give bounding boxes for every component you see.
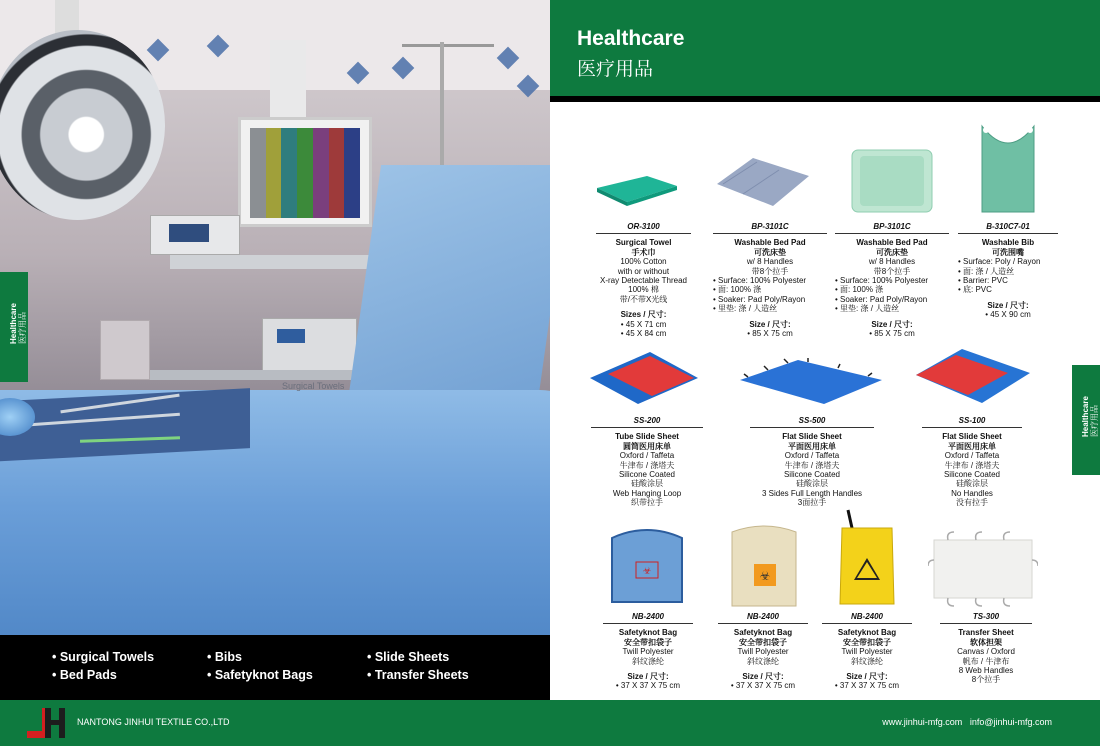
product-name: Flat Slide Sheet	[782, 432, 842, 442]
product-spec: 带/不带X光线	[619, 294, 668, 304]
product-code: SS-500	[750, 416, 874, 428]
product-spec: Silicone Coated	[618, 470, 676, 480]
product-spec: Twill Polyester	[737, 647, 789, 657]
size-label: Sizes / 尺寸:	[620, 310, 667, 320]
product-card	[603, 612, 693, 691]
size-value: • 37 X 37 X 75 cm	[834, 681, 900, 691]
product-card	[922, 416, 1022, 508]
size-label: Size / 尺寸:	[742, 672, 784, 682]
product-spec: 帆布 / 牛津布	[962, 656, 1010, 666]
product-spec: • 面: 100% 涤	[713, 285, 762, 295]
product-card	[718, 612, 808, 691]
side-tab-label-en: Healthcare	[9, 303, 18, 344]
product-name-cn: 可洗围嘴	[992, 247, 1024, 257]
bed-pad-image	[713, 150, 813, 212]
product-name: Safetyknot Bag	[618, 628, 678, 638]
page-subtitle: 医疗用品	[577, 58, 654, 80]
transfer-sheet-image	[928, 530, 1038, 608]
product-name-cn: 圆筒医用床单	[623, 441, 671, 451]
product-spec: 牛津布 / 涤塔夫	[944, 460, 1000, 470]
product-name-cn: 手术巾	[631, 247, 656, 257]
product-spec: 硅酸涂层	[631, 479, 663, 489]
product-name-cn: 安全带扣袋子	[843, 637, 891, 647]
product-name: Tube Slide Sheet	[615, 432, 679, 442]
product-name: Washable Bed Pad	[734, 238, 806, 248]
size-value: • 45 X 90 cm	[985, 310, 1031, 320]
product-spec: • Surface: Poly / Rayon	[958, 257, 1041, 267]
product-card	[591, 416, 703, 508]
product-spec: • 面: 100% 涤	[835, 285, 884, 295]
product-name: Safetyknot Bag	[733, 628, 793, 638]
product-spec: Twill Polyester	[622, 647, 674, 657]
product-card	[940, 612, 1032, 685]
safetyknot-bag-blue-image	[602, 518, 692, 608]
product-code: NB-2400	[718, 612, 808, 624]
product-spec: X-ray Detectable Thread	[599, 276, 687, 286]
side-tab-label-cn: 医疗用品	[18, 312, 27, 344]
size-value: • 85 X 75 cm	[747, 329, 793, 339]
product-spec: Twill Polyester	[841, 647, 893, 657]
flat-slide-sheet-image	[738, 356, 884, 408]
product-spec: with or without	[617, 266, 670, 276]
product-code: BP-3101C	[713, 222, 827, 234]
company-logo	[27, 708, 67, 738]
product-spec: 织带拉手	[631, 498, 663, 508]
product-spec: 没有拉手	[956, 498, 988, 508]
email-link[interactable]: info@jinhui-mfg.com	[969, 717, 1052, 727]
product-code: B-310C7-01	[958, 222, 1058, 234]
product-spec: Web Hanging Loop	[612, 488, 682, 498]
product-card	[596, 222, 691, 338]
product-spec: • Barrier: PVC	[958, 276, 1008, 286]
contact-info	[882, 717, 1052, 727]
category-item: • Safetyknot Bags	[207, 668, 313, 682]
product-spec: 3面拉手	[797, 498, 827, 508]
product-spec: 斜纹涤纶	[851, 656, 883, 666]
product-code: OR-3100	[596, 222, 691, 234]
category-item: • Slide Sheets	[367, 650, 450, 664]
product-spec: Oxford / Taffeta	[944, 451, 1000, 461]
medical-monitor	[238, 117, 372, 227]
product-spec: 牛津布 / 涤塔夫	[784, 460, 840, 470]
category-item: • Surgical Towels	[52, 650, 155, 664]
category-item: • Bibs	[207, 650, 242, 664]
flat-slide-sheet-red-image	[912, 345, 1032, 407]
side-tab-label-en: Healthcare	[1081, 396, 1090, 437]
product-card	[822, 612, 912, 691]
size-label: Size / 尺寸:	[846, 672, 888, 682]
side-tab-label-cn: 医疗用品	[1090, 405, 1099, 437]
product-spec: 斜纹涤纶	[747, 656, 779, 666]
tube-slide-sheet-image	[588, 348, 700, 410]
product-spec: w/ 8 Handles	[746, 257, 794, 267]
svg-text:☣: ☣	[759, 569, 771, 583]
safetyknot-bag-tan-image	[724, 518, 804, 612]
side-tab-left	[0, 272, 28, 382]
product-card	[835, 222, 949, 338]
product-card	[958, 222, 1058, 320]
product-spec: • 面: 涤 / 人造丝	[958, 266, 1015, 276]
size-value: • 45 X 84 cm	[620, 329, 667, 339]
product-name-cn: 平面医用床单	[948, 441, 996, 451]
product-spec: 硅酸涂层	[956, 479, 988, 489]
website-link[interactable]: www.jinhui-mfg.com	[882, 717, 963, 727]
product-code: NB-2400	[603, 612, 693, 624]
product-spec: • 里垫: 涤 / 人造丝	[835, 304, 900, 314]
product-name: Washable Bed Pad	[856, 238, 928, 248]
product-spec: 100% 棉	[628, 285, 659, 295]
product-spec: • Surface: 100% Polyester	[835, 276, 929, 286]
product-name-cn: 平面医用床单	[788, 441, 836, 451]
bib-image	[976, 120, 1040, 220]
product-spec: Canvas / Oxford	[957, 647, 1015, 657]
product-spec: No Handles	[951, 488, 993, 498]
size-label: Size / 尺寸:	[987, 300, 1029, 310]
product-spec: 硅酸涂层	[796, 479, 828, 489]
product-spec: 斜纹涤纶	[632, 656, 664, 666]
page-header	[550, 0, 1100, 96]
product-name-cn: 可洗床垫	[876, 247, 908, 257]
product-name: Washable Bib	[981, 238, 1035, 248]
product-spec: 8个拉手	[971, 675, 1001, 685]
category-list	[0, 635, 550, 700]
product-spec: • 里垫: 涤 / 人造丝	[713, 304, 778, 314]
product-spec: 3 Sides Full Length Handles	[761, 488, 863, 498]
iv-pole	[440, 42, 444, 182]
product-spec: • Surface: 100% Polyester	[713, 276, 807, 286]
product-spec: Silicone Coated	[943, 470, 1001, 480]
product-spec: 带8个拉手	[751, 266, 789, 276]
product-spec: • Soaker: Pad Poly/Rayon	[835, 294, 928, 304]
product-code: NB-2400	[822, 612, 912, 624]
product-card	[750, 416, 874, 508]
bed-pad-green-image	[848, 146, 938, 218]
product-spec: 8 Web Handles	[958, 666, 1014, 676]
product-name: Safetyknot Bag	[837, 628, 897, 638]
product-card	[713, 222, 827, 338]
product-name-cn: 安全带扣袋子	[624, 637, 672, 647]
side-tab-right	[1072, 365, 1100, 475]
product-spec: 100% Cotton	[620, 257, 667, 267]
operating-room-photo	[0, 0, 550, 635]
product-name: Surgical Towel	[615, 238, 672, 248]
product-spec: 带8个拉手	[873, 266, 911, 276]
product-spec: 牛津布 / 涤塔夫	[619, 460, 675, 470]
product-spec: • Soaker: Pad Poly/Rayon	[713, 294, 806, 304]
size-value: • 85 X 75 cm	[869, 329, 915, 339]
photo-caption: Surgical Towels	[282, 381, 345, 391]
size-label: Size / 尺寸:	[627, 672, 669, 682]
size-value: • 45 X 71 cm	[620, 319, 667, 329]
product-code: BP-3101C	[835, 222, 949, 234]
product-code: TS-300	[940, 612, 1032, 624]
size-label: Size / 尺寸:	[871, 319, 913, 329]
size-label: Size / 尺寸:	[749, 319, 791, 329]
category-item: • Transfer Sheets	[367, 668, 469, 682]
size-value: • 37 X 37 X 75 cm	[730, 681, 796, 691]
svg-text:☣: ☣	[642, 566, 652, 577]
product-name-cn: 软体担架	[970, 637, 1002, 647]
product-code: SS-100	[922, 416, 1022, 428]
surgical-towel-image	[592, 166, 680, 208]
product-code: SS-200	[591, 416, 703, 428]
product-spec: Oxford / Taffeta	[784, 451, 840, 461]
product-spec: Oxford / Taffeta	[619, 451, 675, 461]
safetyknot-bag-yellow-image	[836, 504, 898, 608]
product-name-cn: 安全带扣袋子	[739, 637, 787, 647]
company-name: NANTONG JINHUI TEXTILE CO.,LTD	[77, 717, 230, 727]
product-spec: • 底: PVC	[958, 285, 992, 295]
product-name: Flat Slide Sheet	[942, 432, 1002, 442]
product-spec: Silicone Coated	[783, 470, 841, 480]
category-item: • Bed Pads	[52, 668, 117, 682]
surgical-lamp	[0, 30, 165, 220]
product-spec: w/ 8 Handles	[868, 257, 916, 267]
page-title: Healthcare	[577, 27, 685, 50]
size-value: • 37 X 37 X 75 cm	[615, 681, 681, 691]
product-name-cn: 可洗床垫	[754, 247, 786, 257]
product-name: Transfer Sheet	[958, 628, 1014, 638]
